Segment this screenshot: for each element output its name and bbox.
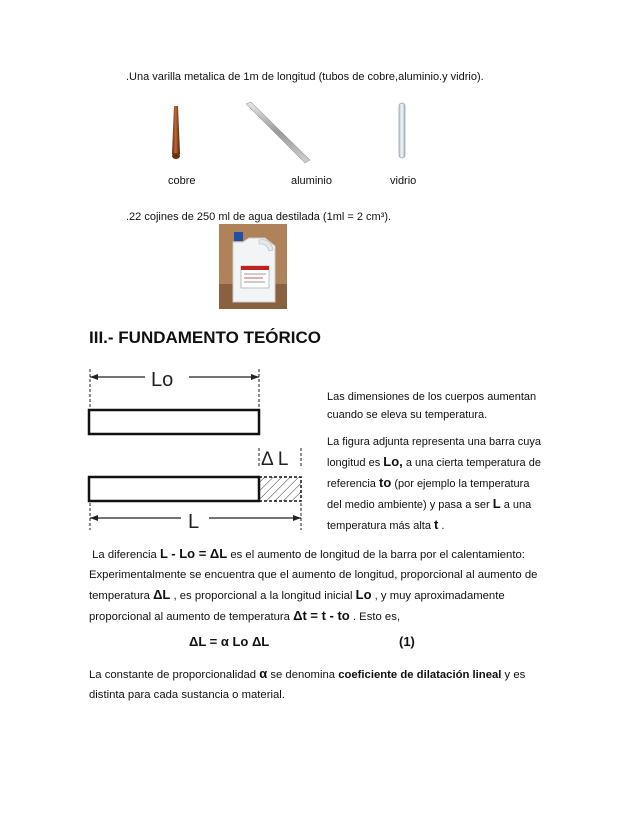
right-p2-line2: longitud es Lo, a una cierta temperatura de bbox=[327, 454, 541, 469]
materials-line-1: .Una varilla metalica de 1m de longitud (tubos de cobre,aluminio.y vidrio). bbox=[126, 71, 484, 83]
formula-number: (1) bbox=[399, 634, 415, 649]
expansion-hatched bbox=[259, 477, 301, 501]
materials-line-2: .22 cojines de 250 ml de agua destilada (1ml = 2 cm³). bbox=[126, 211, 392, 223]
aluminum-tube-image bbox=[246, 102, 310, 163]
paragraph-line-4: proporcional al aumento de temperatura Δt = t - to . Esto es, bbox=[89, 608, 400, 623]
delta-l-label: Δ L bbox=[261, 449, 289, 470]
paragraph-line-1: La diferencia L - Lo = ΔL es el aumento de longitud de la barra por el calentamiento: bbox=[92, 546, 525, 561]
formula-expression: ΔL = α Lo ΔL bbox=[189, 634, 270, 649]
lo-label: Lo bbox=[151, 369, 174, 391]
closing-paragraph bbox=[89, 664, 559, 705]
right-p2-line3: referencia to (por ejemplo la temperatura bbox=[327, 475, 530, 490]
closing-line-1: La constante de proporcionalidad α se denomina coeficiente de dilatación lineal y es bbox=[89, 666, 526, 681]
water-jug-image bbox=[219, 224, 287, 309]
right-p2-line5: temperatura más alta t . bbox=[327, 517, 445, 532]
glass-tube-image bbox=[399, 103, 405, 158]
right-p2-line1: La figura adjunta representa una barra cuya bbox=[327, 436, 542, 448]
right-p1-line1: Las dimensiones de los cuerpos aumentan bbox=[327, 391, 537, 403]
original-bar bbox=[89, 410, 259, 434]
section-heading: III.- FUNDAMENTO TEÓRICO bbox=[89, 328, 322, 347]
right-p2-line4: del medio ambiente) y pasa a ser L a una bbox=[327, 496, 532, 511]
l-label: L bbox=[188, 511, 200, 530]
expanded-bar bbox=[89, 477, 259, 501]
label-aluminio: aluminio bbox=[291, 175, 332, 187]
main-paragraph bbox=[89, 544, 559, 627]
closing-line-2: distinta para cada sustancia o material. bbox=[89, 689, 285, 701]
materials-images bbox=[150, 100, 440, 165]
label-cobre: cobre bbox=[168, 175, 196, 187]
right-p1-line2: cuando se eleva su temperatura. bbox=[327, 409, 488, 421]
right-text bbox=[327, 388, 567, 536]
copper-rod-image bbox=[172, 106, 180, 159]
paragraph-line-2: Experimentalmente se encuentra que el aumento de longitud, proporcional al aumento de bbox=[89, 569, 538, 581]
paragraph-line-3: temperatura ΔL , es proporcional a la longitud inicial Lo , y muy aproximadamente bbox=[89, 587, 505, 602]
label-vidrio: vidrio bbox=[390, 175, 417, 187]
dilatation-diagram bbox=[85, 368, 330, 530]
